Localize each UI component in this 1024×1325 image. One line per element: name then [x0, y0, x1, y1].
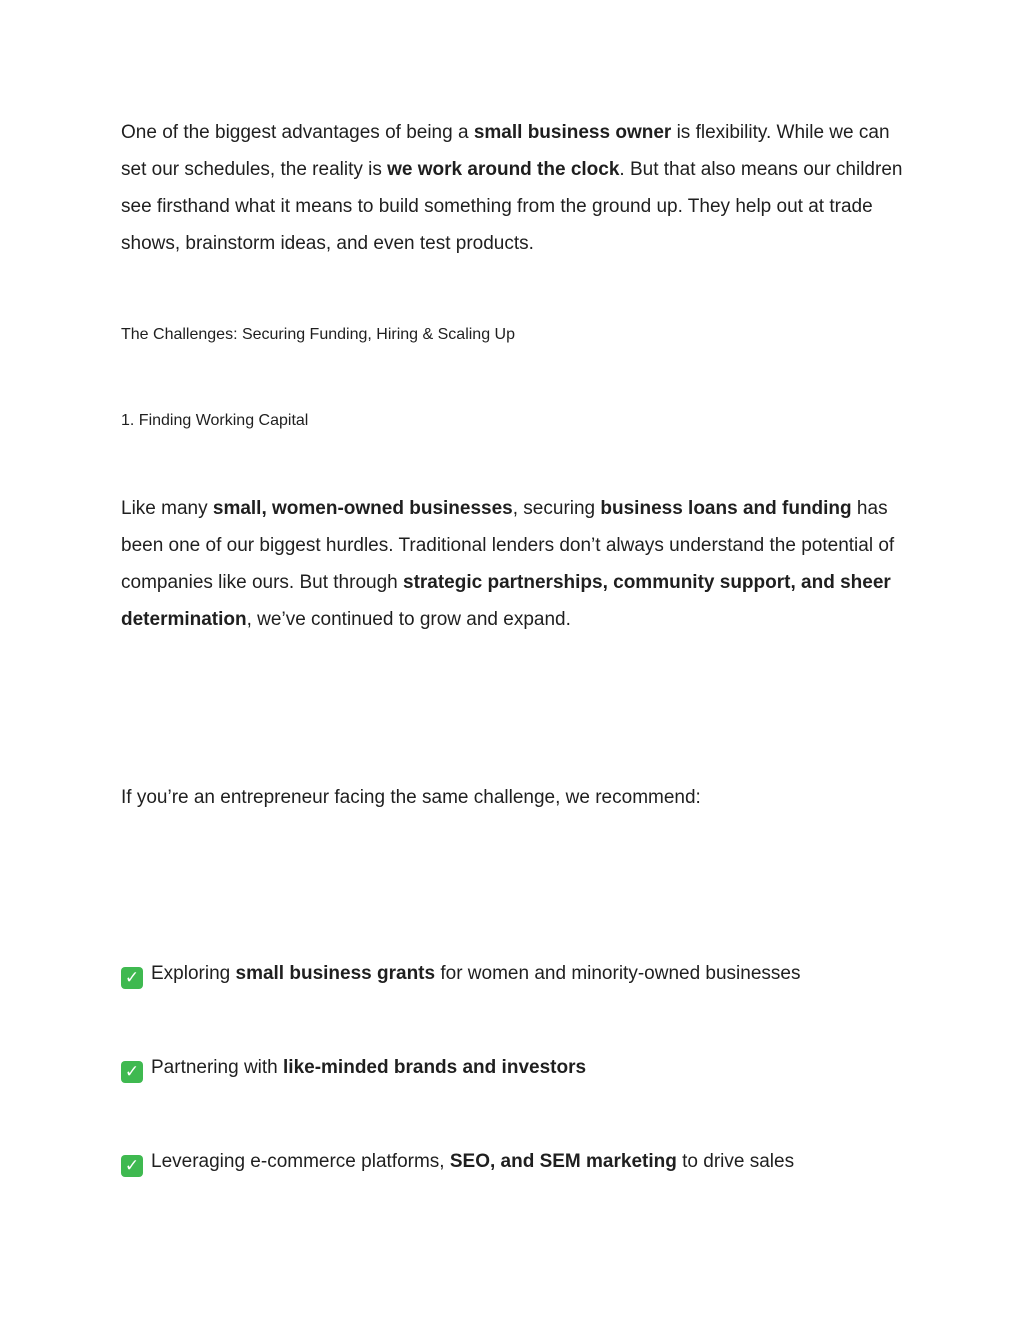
- recommendation-text: Exploring: [151, 963, 236, 984]
- intro-text-2: is flexibility. While we can set our schedules, the reality is: [121, 122, 890, 180]
- recommendation-item: [121, 961, 921, 989]
- intro-text-3: . But that also means our children see firsthand what it means to build something from the ground up. They help out at trade shows, brainstorm ideas, and even test products.: [121, 159, 903, 254]
- recommendation-text: for women and minority-owned businesses: [435, 963, 801, 984]
- recommendation-bold: like-minded brands and investors: [283, 1057, 587, 1078]
- section-title: The Challenges: Securing Funding, Hiring & Scaling Up: [121, 326, 515, 343]
- recommendation-bold: SEO, and SEM marketing: [449, 1151, 677, 1172]
- capital-bold-1: small, women-owned businesses: [212, 498, 513, 519]
- capital-bold-3: strategic partnerships, community support, and sheer determination: [121, 572, 891, 630]
- check-mark-icon: ✓: [121, 1155, 143, 1177]
- recommendation-item: [121, 1055, 921, 1083]
- recommendation-text: Leveraging e-commerce platforms,: [151, 1151, 450, 1172]
- recommendation-text: to drive sales: [676, 1151, 795, 1172]
- check-mark-icon: ✓: [121, 967, 143, 989]
- capital-text-3: has been one of our biggest hurdles. Traditional lenders don’t always understand the potential of companies like ours. But through: [121, 498, 895, 593]
- intro-bold-1: small business owner: [473, 122, 672, 143]
- capital-paragraph: [121, 490, 911, 638]
- subsection-title: 1. Finding Working Capital: [121, 412, 309, 429]
- capital-text-1: Like many: [121, 498, 213, 519]
- recommendation-text: Partnering with: [151, 1057, 284, 1078]
- recommendation-item: [121, 1149, 921, 1177]
- capital-bold-2: business loans and funding: [600, 498, 852, 519]
- capital-text-2: , securing: [512, 498, 601, 519]
- intro-paragraph: [121, 114, 911, 262]
- check-mark-icon: ✓: [121, 1061, 143, 1083]
- recommend-intro: If you’re an entrepreneur facing the same challenge, we recommend:: [121, 787, 701, 808]
- intro-bold-2: we work around the clock: [387, 159, 620, 180]
- intro-text-1: One of the biggest advantages of being a: [121, 122, 474, 143]
- capital-text-4: , we’ve continued to grow and expand.: [246, 609, 571, 630]
- recommendation-bold: small business grants: [235, 963, 436, 984]
